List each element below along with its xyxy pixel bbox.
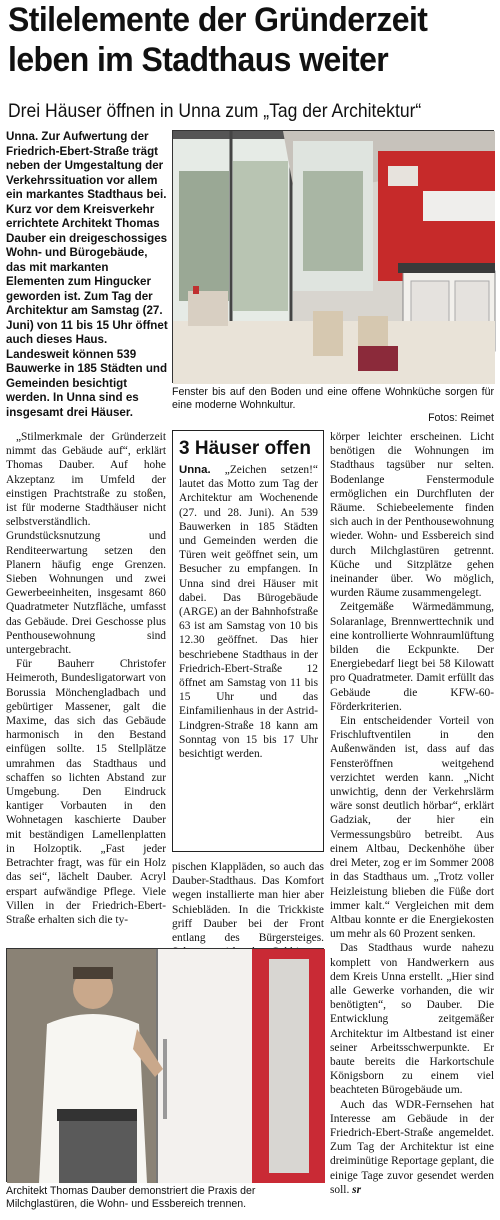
lead-text: Unna. Zur Aufwertung der Friedrich-Ebert-Straße trägt neben der Umgestaltung der Verkehrssituation vor allem ein markantes Stadthaus bei. Kurz vor dem Kreisverkehr errichtete Architekt Thomas Dauber ein dreigeschossiges Wohn- und Bürogebäude, das mit markanten Elementen zum Hingucker geworden ist. Zum Tag der Architektur am Samstag (27. Juni) von 11 bis 15 Uhr öffnet auch dieses Haus. Landesweit können 539 Bauwerke in 185 Städten und Gemeinden besichtigt werden. In Unna sind es insgesamt drei Häuser.	[6, 130, 168, 419]
paragraph: körper leichter erscheinen. Licht benötigen die Wohnungen im Stadthaus tagsüber nur selten. Bodenlange Fenstermodule ermöglichen ein Durchfluten der Räume. Schiebeelemente finden sich auch in der Penthousewohnung wieder. Wohn- und Essbereich sind durch Milchglastüren getrennt. Küche und Sitzplätze gehen ineinander über. Wo möglich, wurden Räume zusammengelegt.	[330, 431, 494, 600]
dateline: Unna.	[179, 464, 211, 476]
headline-line-1: Stilelemente der Gründerzeit	[8, 1, 428, 39]
info-box-title: 3 Häuser offen	[179, 438, 311, 459]
paragraph-last: Auch das WDR-Fernsehen hat Interesse am Gebäude in der Friedrich-Ebert-Straße angemeldet. Zum Tag der Architektur ist eine dreiminütige Reportage geplant, die einige Tage zuvor gesendet werden soll.	[330, 1098, 494, 1196]
kitchen-photo-image	[173, 131, 495, 384]
info-box-text	[179, 463, 318, 761]
paragraph: Das Stadthaus wurde nahezu komplett von Handwerkern aus dem Kreis Unna erstellt. „Hier sind alle Gewerke vorhanden, die wir benötigten“, so Dauber. Die Entwicklung zeitgemäßer Architektur im Altbestand ist einer seiner Arbeitsschwerpunkte. Er baute bereits die Harkortschule Königsborn zu einem viel beachteten Bürogebäude um.	[330, 942, 494, 1097]
paragraph	[330, 1098, 494, 1197]
paragraph: Zeitgemäße Wärmedämmung, Solaranlage, Brennwerttechnik und eine kontrollierte Wohnraumlüftung bilden die Eckpunkte. Der Energiebedarf liegt bei 58 Kilowatt pro Quadratmeter. Damit erfüllt das Gebäude die KFW-60-Förderkriterien.	[330, 601, 494, 713]
info-box-body: „Zeichen setzen!“ lautet das Motto zum Tag der Architektur am Wochenende (27. und 28. Juni). An 539 Bauwerken in 185 Städten und Gemeinden werden die Türen weit geöffnet sein, um Besucher zu empfangen. In Unna sind drei Häuser mit dabei. Das Bürogebäude (ARGE) an der Bahnhofstraße 63 ist am Samstag von 10 bis 12.30 geöffnet. Das hier beschriebene Stadthaus in der Friedrich-Ebert-Straße 12 öffnet am Samstag von 11 bis 15 Uhr und das Einfamilienhaus in der Astrid-Lindgren-Straße 18 kann am Sonntag von 15 bis 17 Uhr besichtigt werden.	[179, 464, 318, 761]
architect-photo	[6, 948, 324, 1182]
caption-text: Fenster bis auf den Boden und eine offene Wohnküche sorgen für eine moderne Wohnkultur.	[172, 386, 494, 411]
architect-photo-image	[7, 949, 325, 1183]
body-column-2-continued	[172, 860, 324, 946]
info-box	[172, 430, 324, 852]
paragraph: „Stilmerkmale der Gründerzeit nimmt das Gebäude auf“, erklärt Thomas Dauber. Auf hohe Akzeptanz im Umfeld der einstigen Prachtstraße zu stoßen, ist für moderne Stadthäuser nicht selbstverständlich. Grundstücksnutzung und Renditeerwartung setzen den Planern häufig enge Grenzen. Sieben Wohnungen und zwei Gewerbeeinheiten, insgesamt 860 Quadratmeter Nutzfläche, umfasst das Gebäude. Drei Geschosse plus Penthousewohnung sind untergebracht.	[6, 431, 166, 657]
body-column-1	[6, 430, 166, 930]
kitchen-photo	[172, 130, 494, 383]
body-column-3	[330, 430, 494, 1212]
subheadline: Drei Häuser öffnen in Unna zum „Tag der Architektur“	[8, 100, 422, 122]
paragraph: pischen Klappläden, so auch das Dauber-Stadthaus. Das Komfort wegen installierte man hier aber Schiebläden. In die Trickkiste griff Dauber bei der Front entlang des Bürgersteiges.	[172, 861, 324, 945]
paragraph: Für Bauherr Christofer Heimeroth, Bundesligatorwart von Borussia Mönchengladbach und gebürtiger Massener, galt die Maxime, das sich das Gebäude harmonisch in den Bestand einfügen sollte. 15 Stellplätze umrahmen das Stadthaus und schaffen so lichten Abstand zur Umgebung. Den Eindruck kantiger Vorbauten in den Wohnetagen kaschierte Dauber mit beständigen Lamellenplatten in Holzoptik. „Fast jeder Betrachter fragt, was für ein Holz das sei“, lächelt Dauber. Acryl erspart aufwändige Pflege. Viele Villen in der Friedrich-Ebert-Straße erhalten sich die ty-	[6, 658, 166, 926]
photo-credit: Fotos: Reimet	[428, 412, 494, 424]
architect-photo-caption: Architekt Thomas Dauber demonstriert die Praxis der Milchglastüren, die Wohn- und Essbereich trennen.	[6, 1185, 256, 1210]
author-signature: sr	[352, 1183, 362, 1196]
headline-line-2: leben im Stadthaus weiter	[8, 41, 389, 79]
headline	[8, 0, 465, 80]
paragraph: Ein entscheidender Vorteil von Frischluftventilen in den Außenwänden ist, dass auf das Fensteröffnen weitgehend verzichtet werden kann. „Nicht unwichtig, denn der Verkehrslärm wäre sonst deutlich hörbar“, erklärt Gadziak, der hier ein Vermessungsbüro betreibt. Aus einem Altbau, Deckenhöhe über drei Meter, zog er im Sommer 2008 in das Stadthaus um. „Trotz voller Heizleistung blieben die Füße dort immer kalt.“ Vergleichen mit dem Altbau konnte er die Energiekosten um mehr als 60 Prozent senken.	[330, 715, 494, 941]
kitchen-photo-caption	[172, 386, 494, 425]
lead-paragraph	[6, 130, 169, 419]
